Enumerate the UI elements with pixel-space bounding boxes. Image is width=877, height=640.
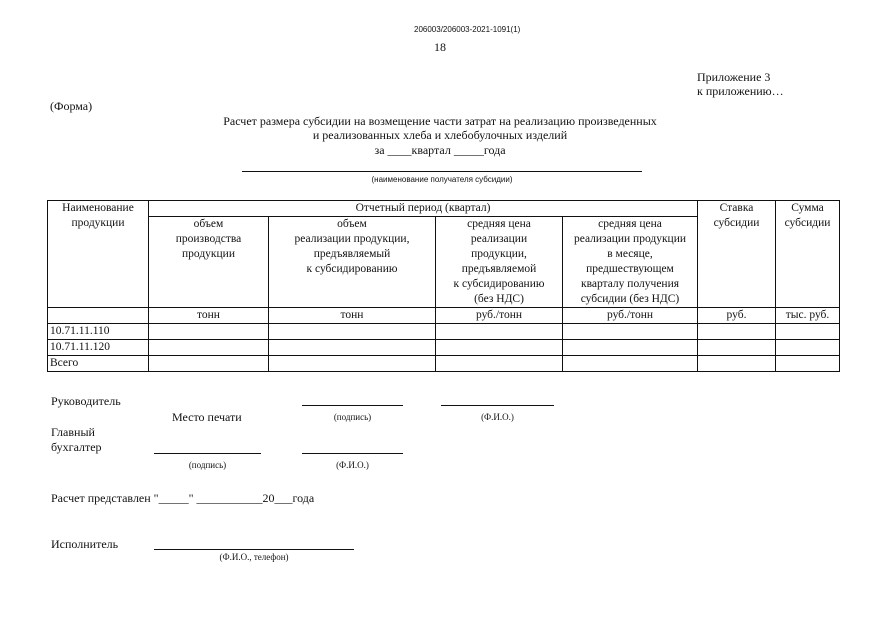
accountant-label-line2: бухгалтер xyxy=(51,440,102,454)
table-cell xyxy=(698,356,776,372)
title-line-3: за ____квартал _____года xyxy=(374,143,506,157)
head-signature-caption: (подпись) xyxy=(333,412,372,422)
units-cell: руб./тонн xyxy=(436,308,563,324)
executor-label: Исполнитель xyxy=(51,537,119,551)
stamp-label: Место печати xyxy=(172,410,242,424)
table-cell xyxy=(776,356,840,372)
header-subsidy-sum: Сумма субсидии xyxy=(776,201,840,308)
header-subsidy-rate: Ставка субсидии xyxy=(698,201,776,308)
units-cell: тыс. руб. xyxy=(776,308,840,324)
title-line-1: Расчет размера субсидии на возмещение части затрат на реализацию произведенных xyxy=(223,114,657,128)
product-code-cell: 10.71.11.120 xyxy=(48,340,149,356)
table-cell xyxy=(149,340,269,356)
header-production-volume: объем производства продукции xyxy=(149,217,269,308)
units-cell: тонн xyxy=(149,308,269,324)
accountant-fio-caption: (Ф.И.О.) xyxy=(336,460,369,470)
accountant-label-line1: Главный xyxy=(51,425,95,439)
document-code: 206003/206003-2021-1091(1) xyxy=(414,25,521,34)
units-cell: тонн xyxy=(269,308,436,324)
header-sales-volume: объем реализации продукции, предъявляемый к субсидированию xyxy=(269,217,436,308)
table-cell xyxy=(563,356,698,372)
accountant-fio-line xyxy=(302,453,403,454)
table-cell xyxy=(269,356,436,372)
subsidy-table xyxy=(47,200,840,372)
recipient-name-line xyxy=(242,171,642,172)
units-cell: руб. xyxy=(698,308,776,324)
table-cell xyxy=(436,356,563,372)
table-cell xyxy=(269,324,436,340)
submitted-date-text: Расчет представлен "_____" ___________20___года xyxy=(51,491,315,505)
units-cell xyxy=(48,308,149,324)
table-cell xyxy=(149,324,269,340)
header-average-price: средняя цена реализации продукции, предъявляемой к субсидированию (без НДС) xyxy=(436,217,563,308)
table-cell xyxy=(563,324,698,340)
header-product-name: Наименование продукции xyxy=(48,201,149,308)
head-fio-caption: (Ф.И.О.) xyxy=(481,412,514,422)
head-fio-line xyxy=(441,405,554,406)
table-cell xyxy=(776,324,840,340)
accountant-signature-line xyxy=(154,453,261,454)
accountant-signature-caption: (подпись) xyxy=(188,460,227,470)
page-number: 18 xyxy=(434,40,446,54)
table-cell xyxy=(776,340,840,356)
units-cell: руб./тонн xyxy=(563,308,698,324)
table-row-total xyxy=(48,356,840,372)
appendix-label: Приложение 3 xyxy=(697,70,771,84)
table-cell xyxy=(698,340,776,356)
table-cell xyxy=(269,340,436,356)
product-code-cell: 10.71.11.110 xyxy=(48,324,149,340)
total-label-cell: Всего xyxy=(48,356,149,372)
table-cell xyxy=(436,340,563,356)
table-cell xyxy=(563,340,698,356)
title-line-2: и реализованных хлеба и хлебобулочных изделий xyxy=(312,128,568,142)
form-label: (Форма) xyxy=(50,99,93,113)
table-cell xyxy=(698,324,776,340)
recipient-caption: (наименование получателя субсидии) xyxy=(371,175,513,184)
table-cell xyxy=(149,356,269,372)
header-reporting-period: Отчетный период (квартал) xyxy=(149,201,698,217)
table-row xyxy=(48,324,840,340)
head-signature-line xyxy=(302,405,403,406)
head-label: Руководитель xyxy=(51,394,121,408)
appendix-reference: к приложению… xyxy=(697,84,784,98)
table-row xyxy=(48,340,840,356)
header-previous-month-price: средняя цена реализации продукции в месяце, предшествующем кварталу получения субсидии (без НДС) xyxy=(563,217,698,308)
executor-caption: (Ф.И.О., телефон) xyxy=(219,552,289,562)
units-row xyxy=(48,308,840,324)
executor-line xyxy=(154,549,354,550)
table-cell xyxy=(436,324,563,340)
